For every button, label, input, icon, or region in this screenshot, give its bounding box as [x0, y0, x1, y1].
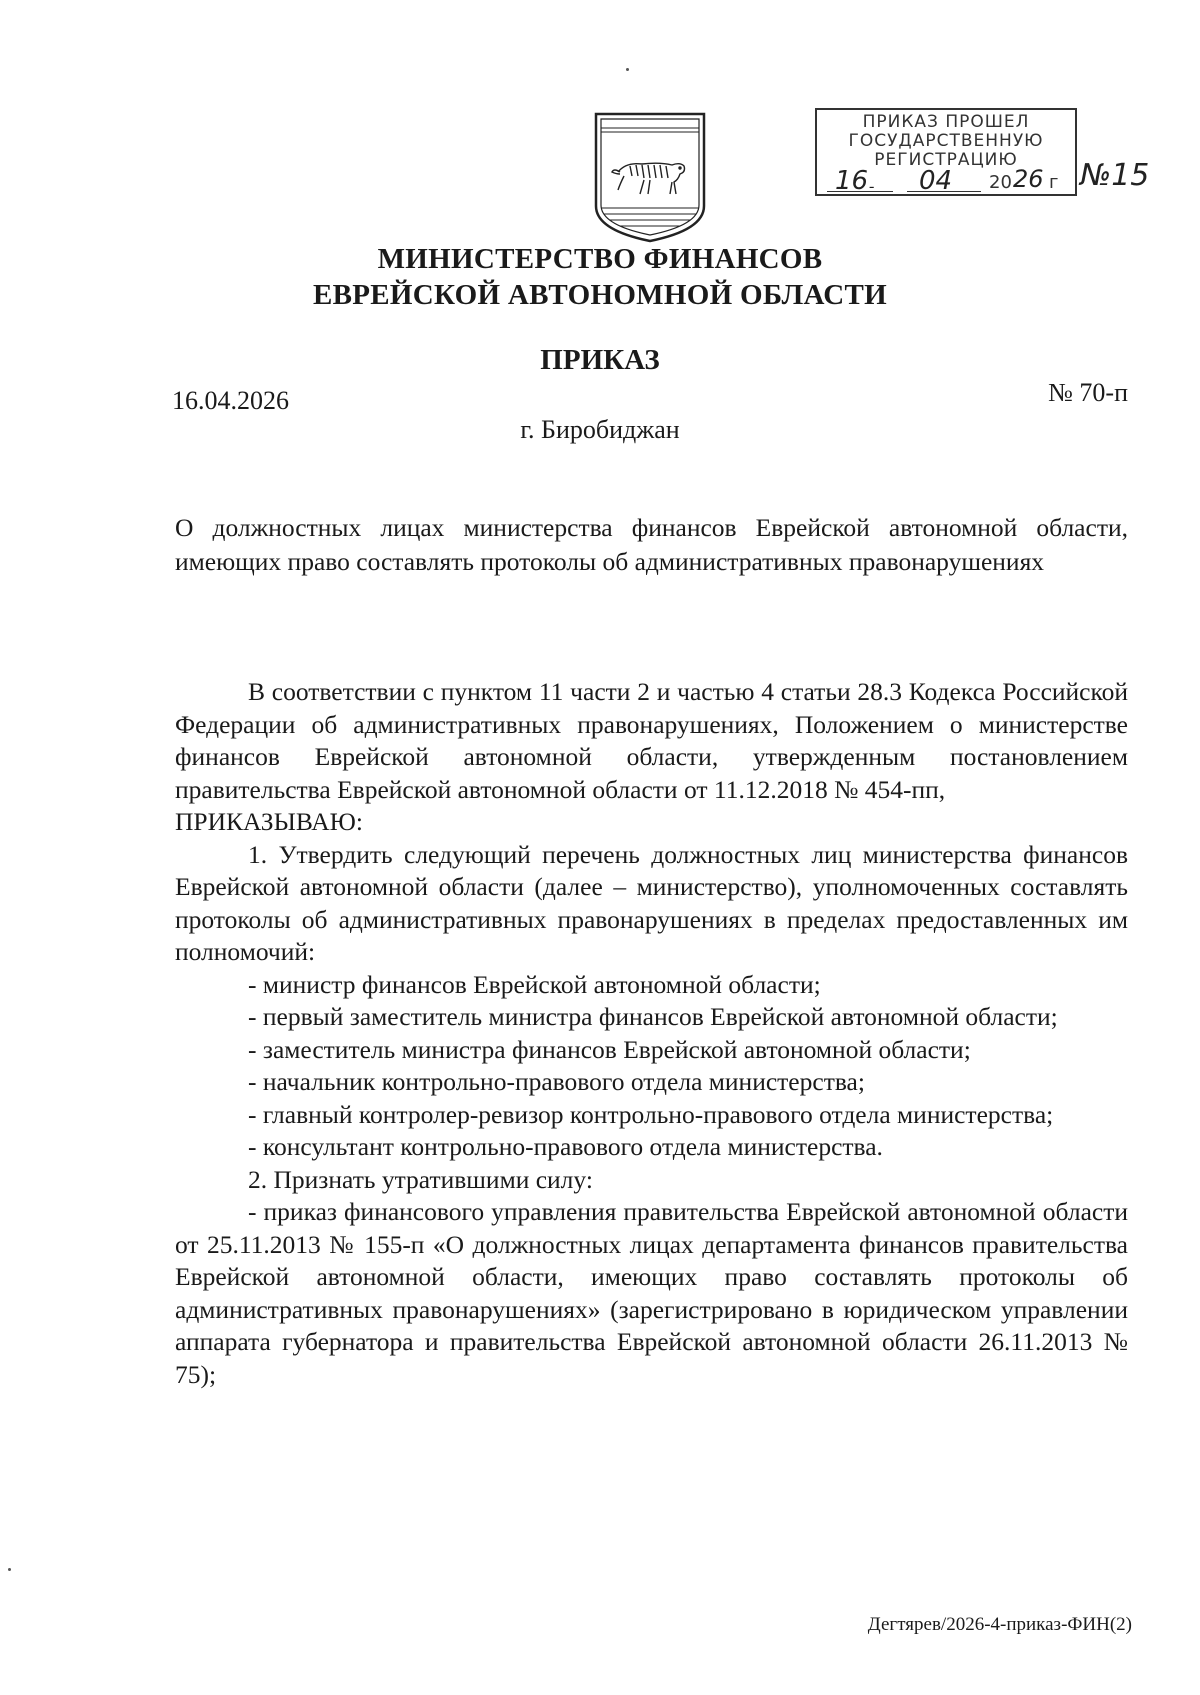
- scan-speck: [8, 1568, 11, 1571]
- item-1-list-entry: - начальник контрольно-правового отдела министерства;: [248, 1067, 865, 1096]
- footer-document-code: Дегтярев/2026-4-приказ-ФИН(2): [867, 1614, 1132, 1635]
- scan-speck: [626, 68, 629, 71]
- stamp-date-line: 16 - 04 20 26 г: [827, 170, 1075, 194]
- stamp-line-1: ПРИКАЗ ПРОШЕЛ: [862, 112, 1030, 132]
- item-1-list-entry: - консультант контрольно-правового отдела министерства.: [248, 1132, 883, 1161]
- ministry-name-line-2: ЕВРЕЙСКОЙ АВТОНОМНОЙ ОБЛАСТИ: [312, 279, 888, 311]
- preamble-paragraph: В соответствии с пунктом 11 части 2 и частью 4 статьи 28.3 Кодекса Российской Федерации об административных правонарушениях, Положением о министерстве финансов Еврейской автономной области, утвержденным постановлением правительства Еврейской автономной области от 11.12.2018 № 454-пп,: [175, 677, 1128, 804]
- document-city: г. Биробиджан: [520, 415, 680, 444]
- item-1-list-entry: - министр финансов Еврейской автономной области;: [248, 969, 821, 999]
- coat-of-arms-emblem: [590, 110, 710, 245]
- stamp-line-3: РЕГИСТРАЦИЮ: [874, 150, 1018, 170]
- ministry-name-line-1: МИНИСТЕРСТВО ФИНАНСОВ: [377, 243, 823, 275]
- document-body: [175, 676, 1128, 1391]
- stamp-day: 16: [835, 166, 869, 196]
- stamp-year-printed: 20: [989, 172, 1012, 193]
- stamp-year-handwritten: 26: [1013, 165, 1044, 193]
- registration-number: №15: [1080, 158, 1150, 193]
- item-1-list-entry: - главный контролер-ревизор контрольно-правового отдела министерства;: [248, 1099, 1054, 1129]
- stamp-month: 04: [919, 166, 953, 196]
- order-word: ПРИКАЗЫВАЮ:: [175, 807, 363, 836]
- item-2-paragraph: 2. Признать утратившими силу:: [248, 1164, 593, 1194]
- registration-stamp: [815, 108, 1077, 196]
- stamp-year-suffix: г: [1049, 172, 1059, 193]
- item-2-list-entry: - приказ финансового управления правительства Еврейской автономной области от 25.11.2013 № 155-п «О должностных лицах департамента финансов правительства Еврейской автономной области, имеющих право составлять протоколы об административных правонарушениях» (зарегистрировано в юридическом управлении аппарата губернатора и правительства Еврейской автономной области 26.11.2013 № 75);: [175, 1197, 1128, 1389]
- document-type-title: ПРИКАЗ: [540, 344, 660, 376]
- document-subject: О должностных лицах министерства финансов Еврейской автономной области, имеющих право составлять протоколы об административных правонарушениях: [175, 513, 1128, 576]
- item-1-paragraph: 1. Утвердить следующий перечень должностных лиц министерства финансов Еврейской автономной области (далее – министерство), уполномоченных составлять протоколы об административных правонарушениях в пределах предоставленных им полномочий:: [175, 839, 1128, 966]
- item-1-list-entry: - заместитель министра финансов Еврейской автономной области;: [248, 1034, 971, 1064]
- item-1-list-entry: - первый заместитель министра финансов Еврейской автономной области;: [248, 1002, 1058, 1031]
- stamp-line-2: ГОСУДАРСТВЕННУЮ: [848, 131, 1044, 151]
- document-date: 16.04.2026: [172, 386, 289, 415]
- document-number: № 70-п: [1048, 378, 1128, 407]
